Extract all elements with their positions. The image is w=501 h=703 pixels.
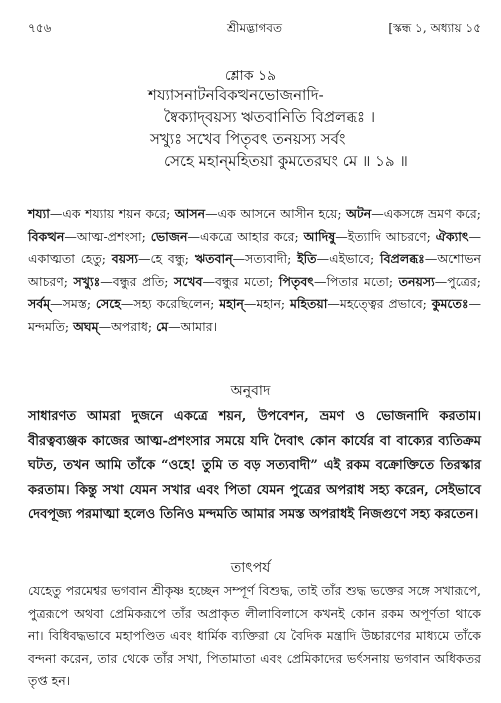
synonym-meaning: অপরাধ; [111, 318, 157, 334]
synonym-meaning: ইত্যাদি আচরণে; [347, 228, 436, 244]
verse-line: সেহে মহান্‌মহিতয়া কুমতেরঘং মে ॥ ১৯ ॥ [164, 152, 408, 170]
synonym-term: ঐক্যাৎ [435, 228, 469, 244]
synonym-term: কুমতেঃ [431, 296, 469, 311]
synonym-term: তনয়স্য [398, 273, 435, 289]
purport-heading: তাৎপর্য [230, 560, 271, 576]
synonym-meaning: একাত্মতা হেতু; [28, 251, 112, 266]
verse-title: শ্লোক ১৯ [224, 68, 277, 84]
synonym-term: বয়স্য [111, 251, 138, 266]
synonym-meaning: বন্ধুর মতো; [214, 273, 279, 289]
synonym-meaning: এক আসনে আসীন হয়ে; [217, 206, 347, 221]
synonym-term: আদিষু [303, 228, 336, 244]
verse-line: শয্যাসনাটনবিকত্থনভোজনাদি- [148, 86, 324, 104]
synonym-term: সেহে [95, 296, 121, 311]
synonym-meaning: পুত্রের; [447, 273, 481, 289]
verse-line: সখ্যুঃ সখেব পিতৃবৎ তনয়স্য সর্বং [150, 130, 346, 148]
synonym-meaning: একত্রে আহার করে; [199, 228, 304, 244]
page-header [28, 20, 481, 36]
synonym-term: অটন [346, 206, 372, 221]
synonym-term: মহিতয়া [289, 296, 328, 311]
page-number: ৭৫৬ [28, 21, 52, 35]
synonym-meaning: বন্ধুর প্রতি; [112, 273, 174, 289]
purport-text: যেহেতু পরমেশ্বর ভগবান শ্রীকৃষ্ণ হচ্ছেন সম্পূর্ণ বিশুদ্ধ, তাই তাঁর শুদ্ধ ভক্তের সঙ্গে সখারূপে, পুত্ররূপে অথবা প্রেমিকরূপে তাঁর অপ্রাকৃত লীলাবিলাসে কখনই কোন রকম অপূর্ণতা থাকে না। বিধিবদ্ধভাবে মহাপণ্ডিত এবং ধার্মিক ব্যক্তিরা যে বৈদিক মন্ত্রাদি উচ্চারণের মাধ্যমে তাঁকে বন্দনা করেন, তার থেকে তাঁর সখা, পিতামাতা এবং প্রেমিকাদের ভর্ৎসনায় ভগবান অধিকতর তৃপ্ত হন। [28, 583, 481, 688]
synonym-meaning: মন্দমতি; [28, 318, 74, 334]
synonym-term: সখেব [174, 273, 203, 289]
synonym-term: ভোজন [150, 228, 188, 244]
synonym-meaning: সহ্য করেছিলেন; [133, 296, 220, 311]
synonym-meaning: অশোভন আচরণ; [28, 251, 481, 289]
synonym-meaning: মহত্ত্বের প্রভাবে; [339, 296, 432, 311]
synonym-meaning: সত্যবাদী; [245, 251, 298, 266]
synonym-term: বিকত্থন [28, 228, 65, 244]
synonym-term: অঘম্ [73, 318, 99, 334]
synonym-meaning: মহান; [256, 296, 290, 311]
translation-text: সাধারণত আমরা দুজনে একত্রে শয়ন, উপবেশন, ভ্রমণ ও ভোজনাদি করতাম। বীরত্বব্যঞ্জক কাজের আত্ম-প্রশংসার সময়ে যদি দৈবাৎ কোন কার্যের বা বাক্যের ব্যতিক্রম ঘটত, তখন আমি তাঁকে “ওহে! তুমি ত বড় সত্যবাদী” এই রকম বক্রোক্তিতে তিরস্কার করতাম। কিন্তু সখা যেমন সখার এবং পিতা যেমন পুত্রের অপরাধ সহ্য করেন, সেইভাবে দেবপূজ্য পরমাত্মা হলেও তিনিও মন্দমতি আমার সমস্ত অপরাধই নিজগুণে সহ্য করতেন। [28, 409, 481, 522]
synonym-meaning: পিতার মতো; [326, 273, 399, 289]
synonym-meaning: একসঙ্গে ভ্রমণ করে; [383, 206, 482, 221]
synonym-meaning: এইভাবে; [329, 251, 381, 266]
synonym-meaning: এক শয্যায় শয়ন করে; [62, 206, 175, 221]
synonym-term: আসন [174, 206, 206, 221]
verse-line: ষ্বৈক্যাদ্‌বয়স্য ঋতবানিতি বিপ্রলব্ধঃ । [164, 108, 376, 126]
synonym-meaning: হে বন্ধু; [150, 251, 195, 266]
synonym-term: মে [156, 318, 169, 334]
synonym-meaning: আমার। [180, 318, 218, 334]
synonym-term: শয্যা [28, 206, 50, 221]
synonym-term: ইতি [297, 251, 317, 266]
synonym-term: ঋতবান্ [194, 251, 233, 266]
synonym-term: বিপ্রলব্ধঃ [380, 251, 425, 266]
word-for-word-synonyms: শয্যা—এক শয্যায় শয়ন করে; আসন—এক আসনে আসীন হয়ে; অটন—একসঙ্গে ভ্রমণ করে; বিকত্থন—আত্ম-প্রশংসা; ভোজন—একত্রে আহার করে; আদিষু—ইত্যাদি আচরণে; ঐক্যাৎ—একাত্মতা হেতু; বয়স্য—হে বন্ধু; ঋতবান্—সত্যবাদী; ইতি—এইভাবে; বিপ্রলব্ধঃ—অশোভন আচরণ; সখ্যুঃ—বন্ধুর প্রতি; সখেব—বন্ধুর মতো; পিতৃবৎ—পিতার মতো; তনয়স্য—পুত্রের; সর্বম্—সমস্ত; সেহে—সহ্য করেছিলেন; মহান্—মহান; মহিতয়া—মহত্ত্বের প্রভাবে; কুমতেঃ—মন্দমতি; অঘম্—অপরাধ; মে—আমার। [28, 206, 482, 334]
synonym-term: সর্বম্ [28, 296, 51, 311]
synonym-term: সখ্যুঃ [73, 273, 101, 289]
synonym-meaning: আত্ম-প্রশংসা; [76, 228, 151, 244]
book-title: শ্রীমদ্ভাগবত [226, 21, 282, 35]
verse-text [0, 84, 501, 172]
synonym-meaning: সমস্ত; [62, 296, 96, 311]
synonym-term: পিতৃবৎ [278, 273, 314, 289]
translation-heading: অনুবাদ [230, 383, 271, 399]
chapter-reference: [স্কন্ধ ১, অধ্যায় ১৫ [388, 21, 481, 35]
synonym-term: মহান্ [219, 296, 244, 311]
